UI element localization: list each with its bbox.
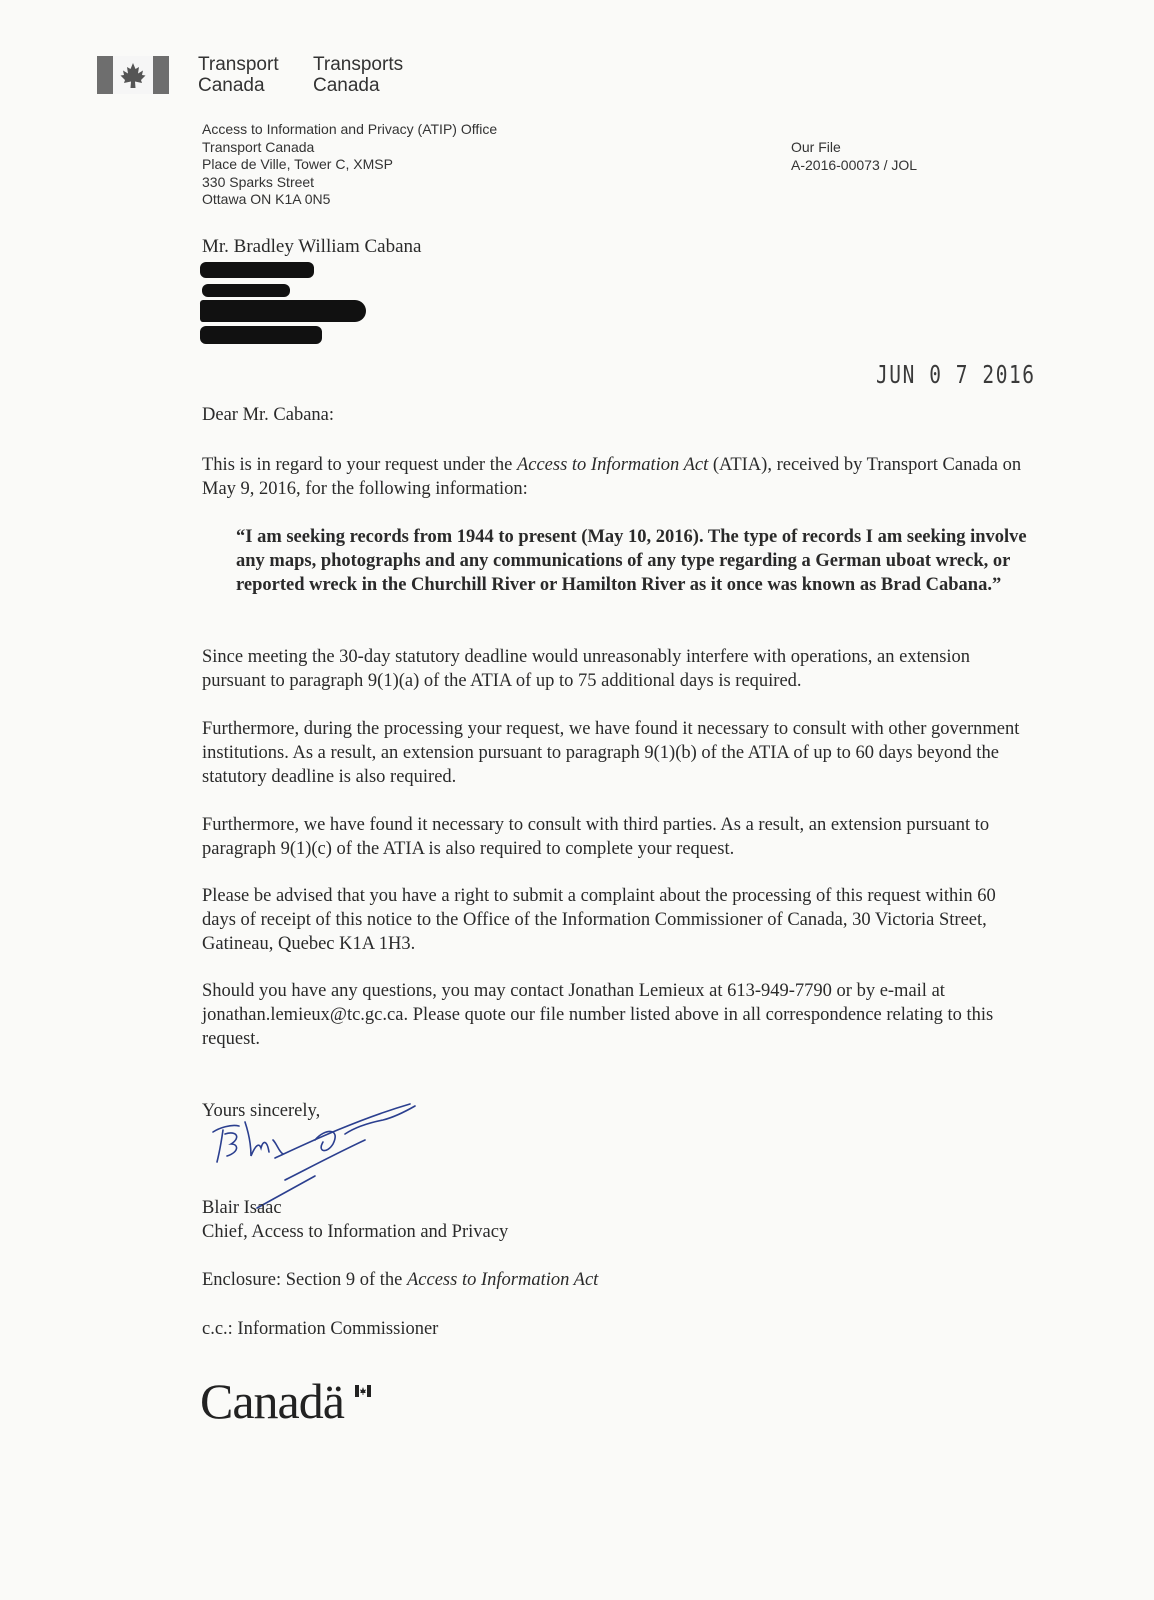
signer-name: Blair Isaac <box>202 1198 282 1218</box>
address-line: 330 Sparks Street <box>202 173 315 190</box>
sender-address-block <box>202 121 497 209</box>
address-line: Ottawa ON K1A 0N5 <box>202 191 331 207</box>
canada-wordmark: Canadä <box>200 1373 344 1429</box>
act-title: Access to Information Act <box>407 1270 599 1290</box>
request-quote: “I am seeking records from 1944 to present (May 10, 2016). The type of records I am seeking involve any maps, photographs and any communications of any type regarding a German uboat wreck, or reported wreck in the Churchill River or Hamilton River as it once was known as Brad Cabana.” <box>236 527 1027 595</box>
date-stamp: JUN 0 7 2016 <box>876 360 1036 389</box>
canada-wordmark-flag-icon <box>355 1385 371 1397</box>
address-line: Transport Canada <box>202 138 315 155</box>
cc-line: c.c.: Information Commissioner <box>202 1319 439 1339</box>
redacted-address <box>200 262 370 352</box>
our-file-label: Our File <box>791 139 841 155</box>
our-file-block <box>791 139 917 174</box>
paragraph-complaint: Please be advised that you have a right to submit a complaint about the processing of this request within 60 days of receipt of this notice to the Office of the Information Commissioner of Canada, 30 Victoria Street, Gatineau, Quebec K1A 1H3. <box>202 886 996 954</box>
address-line: Place de Ville, Tower C, XMSP <box>202 156 393 172</box>
address-line: Access to Information and Privacy (ATIP) Office <box>202 121 498 137</box>
paragraph-contact: Should you have any questions, you may contact Jonathan Lemieux at 613-949-7790 or by e-mail at jonathan.lemieux@tc.gc.ca. Please quote our file number listed above in all correspondence relating to this request. <box>202 981 994 1049</box>
department-name-french: Transports Canada <box>313 54 404 96</box>
salutation: Dear Mr. Cabana: <box>202 405 335 425</box>
signer-block <box>202 1196 508 1244</box>
paragraph-extension-a: Since meeting the 30-day statutory deadline would unreasonably interfere with operations, an extension pursuant to paragraph 9(1)(a) of the ATIA of up to 75 additional days is required. <box>202 647 971 691</box>
canada-flag-icon <box>97 56 169 94</box>
paragraph-extension-c: Furthermore, we have found it necessary to consult with third parties. As a result, an extension pursuant to paragraph 9(1)(c) of the ATIA is also required to complete your request. <box>202 815 990 859</box>
enclosure-line: Enclosure: Section 9 of the Access to Information Act <box>202 1270 599 1290</box>
paragraph-extension-b: Furthermore, during the processing your request, we have found it necessary to consult with other government institutions. As a result, an extension pursuant to paragraph 9(1)(b) of the ATIA of up to 60 days beyond the statutory deadline is also required. <box>202 719 1020 787</box>
signer-title: Chief, Access to Information and Privacy <box>202 1222 509 1242</box>
act-title: Access to Information Act <box>516 455 709 475</box>
department-name-english: Transport Canada <box>198 54 279 96</box>
paragraph-request: This is in regard to your request under the Access to Information Act (ATIA), received by Transport Canada on May 9, 2016, for the following information: <box>202 455 1022 499</box>
closing: Yours sincerely, <box>202 1101 321 1121</box>
recipient-name: Mr. Bradley William Cabana <box>202 236 422 257</box>
our-file-number: A-2016-00073 / JOL <box>791 156 918 173</box>
